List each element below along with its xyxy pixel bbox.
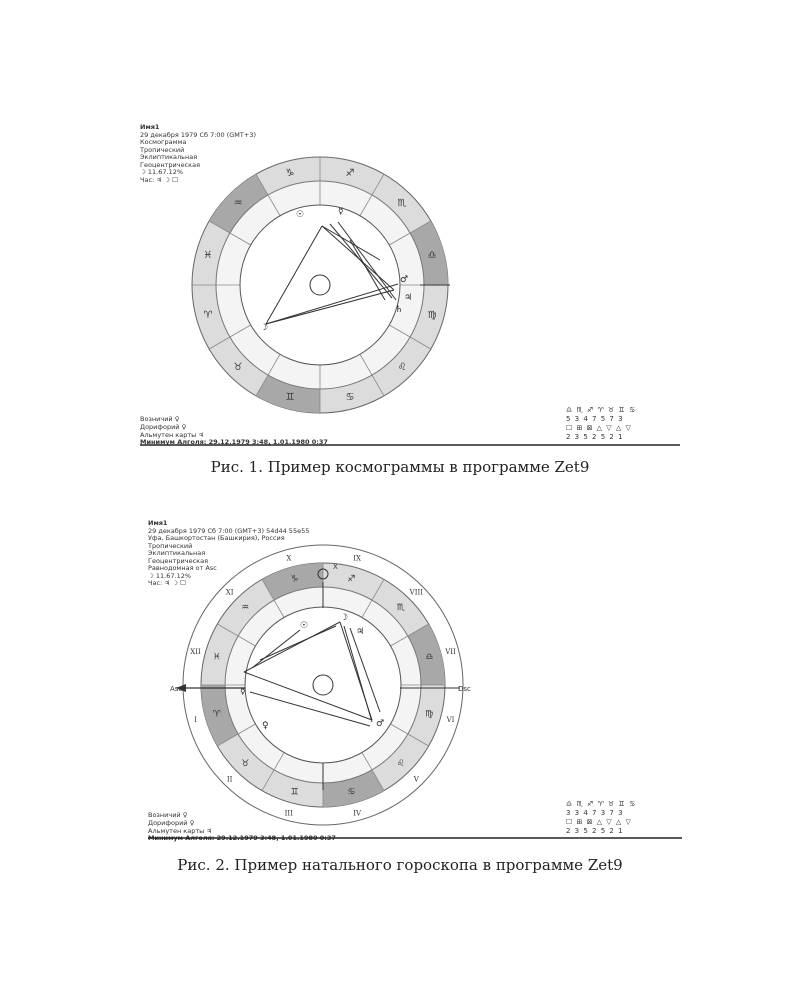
f1-sign-glyph: ♋ <box>345 392 355 404</box>
figure1-caption: Рис. 1. Пример космограммы в программе Zet9 <box>210 458 590 476</box>
f1-sign-glyph: ♎ <box>427 249 437 261</box>
footer-line: Альмутен карты ♃ <box>140 430 205 439</box>
f2-sign-glyph: ♐ <box>347 574 356 585</box>
figure2-legend <box>566 800 636 836</box>
header-name: Имя1 <box>140 123 160 131</box>
header-line: ☽ 11.67.12% <box>140 168 184 176</box>
dsc-label: Dsc <box>458 685 471 693</box>
center-circle <box>313 675 333 695</box>
house-number: VII <box>445 647 456 656</box>
legend-nums: 2 3 5 2 5 2 1 <box>566 433 624 441</box>
house-number: IV <box>353 809 362 818</box>
header-line: Час: ♃ ☽ ☐ <box>140 175 178 184</box>
footer-algol: Минимум Алголя: 29.12.1979 3:48, 1.01.1980 0:37 <box>148 834 336 843</box>
header-line: Равнодомная от Asc <box>148 564 217 572</box>
house-number: XII <box>190 647 201 656</box>
house-number: V <box>413 775 419 784</box>
header-date: 29 декабря 1979 Сб 7:00 (GMT+3) 54d44 55e55 <box>148 526 310 535</box>
f2-sign-glyph: ♑ <box>290 574 299 585</box>
header-line: Геоцентрическая <box>140 160 200 169</box>
header-type: Космограмма <box>140 138 187 146</box>
planet-mars-glyph: ♂ <box>376 719 385 729</box>
header-line: Тропический <box>148 541 193 550</box>
house-number: X <box>286 554 292 563</box>
f1-sign-glyph: ♍ <box>427 310 437 322</box>
asc-label: Asc <box>170 685 183 693</box>
header-date: 29 декабря 1979 Сб 7:00 (GMT+3) <box>140 130 257 139</box>
footer-line: Альмутен карты ♃ <box>148 826 213 835</box>
f1-sign-glyph: ♐ <box>345 167 355 179</box>
legend-nums: 3 3 4 7 3 7 3 <box>566 809 624 817</box>
f2-sign-glyph: ♊ <box>290 787 299 798</box>
legend-row: ♎ ♏ ♐ ♈ ♉ ♊ ♋ <box>566 406 637 414</box>
f2-sign-glyph: ♎ <box>425 652 434 663</box>
header-line: Час: ♃ ☽ ☐ <box>148 579 186 587</box>
header-line: Эклиптикальная <box>148 549 206 557</box>
planet-sun-glyph: ☉ <box>296 210 305 220</box>
f1-sign-glyph: ♊ <box>285 392 295 404</box>
f1-sign-glyph: ♈ <box>203 310 213 322</box>
footer-line: Возничий ♀ <box>140 415 180 423</box>
house-number: III <box>284 809 293 818</box>
legend-nums: 5 3 4 7 5 7 3 <box>566 415 624 423</box>
house-number: IX <box>353 554 362 563</box>
f1-sign-glyph: ♌ <box>397 362 407 374</box>
f1-sign-glyph: ♉ <box>233 362 243 374</box>
planet-jupiter-glyph: ♃ <box>356 627 365 637</box>
planet-moon-glyph: ☽ <box>260 323 269 333</box>
legend-row: ☐ ⊞ ⊠ △ ▽ △ ▽ <box>566 424 632 432</box>
f2-sign-glyph: ♌ <box>396 758 405 769</box>
header-line: Эклиптикальная <box>140 153 198 161</box>
planet-mars-glyph: ♂ <box>400 275 409 285</box>
header-name: Имя1 <box>148 519 168 527</box>
f2-sign-glyph: ♋ <box>347 787 356 798</box>
mc-label: X <box>333 563 338 571</box>
footer-line: Дорифорий ♀ <box>148 818 195 827</box>
f2-sign-glyph: ♓ <box>212 652 221 663</box>
legend-row: ♎ ♏ ♐ ♈ ♉ ♊ ♋ <box>566 800 637 808</box>
f2-sign-glyph: ♉ <box>241 758 250 769</box>
header-line: Тропический <box>140 145 185 154</box>
legend-row: ☐ ⊞ ⊠ △ ▽ △ ▽ <box>566 818 632 826</box>
house-number: I <box>194 716 197 725</box>
header-line: Геоцентрическая <box>148 556 208 565</box>
house-number: II <box>226 775 233 784</box>
house-number: XI <box>225 588 234 597</box>
f2-sign-glyph: ♒ <box>241 603 250 614</box>
f1-sign-glyph: ♓ <box>203 249 213 261</box>
f1-sign-glyph: ♑ <box>285 167 295 179</box>
planet-sun-glyph: ☉ <box>300 621 309 631</box>
planet-saturn-glyph: ♄ <box>395 305 404 315</box>
footer-line: Возничий ♀ <box>148 811 188 819</box>
figure2-caption: Рис. 2. Пример натального гороскопа в программе Zet9 <box>177 856 623 874</box>
house-number: VI <box>446 716 455 725</box>
planet-moon-glyph: ☽ <box>340 613 349 623</box>
house-number: VIII <box>409 588 424 597</box>
planet-venus-glyph: ♀ <box>262 721 269 731</box>
legend-nums: 2 3 5 2 5 2 1 <box>566 827 624 835</box>
footer-algol: Минимум Алголя: 29.12.1979 3:48, 1.01.1980 0:37 <box>140 438 328 447</box>
f2-sign-glyph: ♏ <box>396 603 405 614</box>
f2-sign-glyph: ♈ <box>212 709 221 720</box>
f1-sign-glyph: ♒ <box>233 197 243 209</box>
footer-line: Дорифорий ♀ <box>140 422 187 431</box>
f1-sign-glyph: ♏ <box>397 197 407 209</box>
header-line: ☽ 11.67.12% <box>148 571 192 580</box>
planet-mercury-glyph: ☿ <box>338 207 344 217</box>
f2-sign-glyph: ♍ <box>425 709 434 720</box>
figure2-footer <box>148 809 336 843</box>
planet-jupiter-glyph: ♃ <box>404 293 413 303</box>
header-place: Уфа, Башкортостан (Башкирия), Россия <box>148 534 285 542</box>
planet-mercury-glyph: ☿ <box>240 687 246 697</box>
